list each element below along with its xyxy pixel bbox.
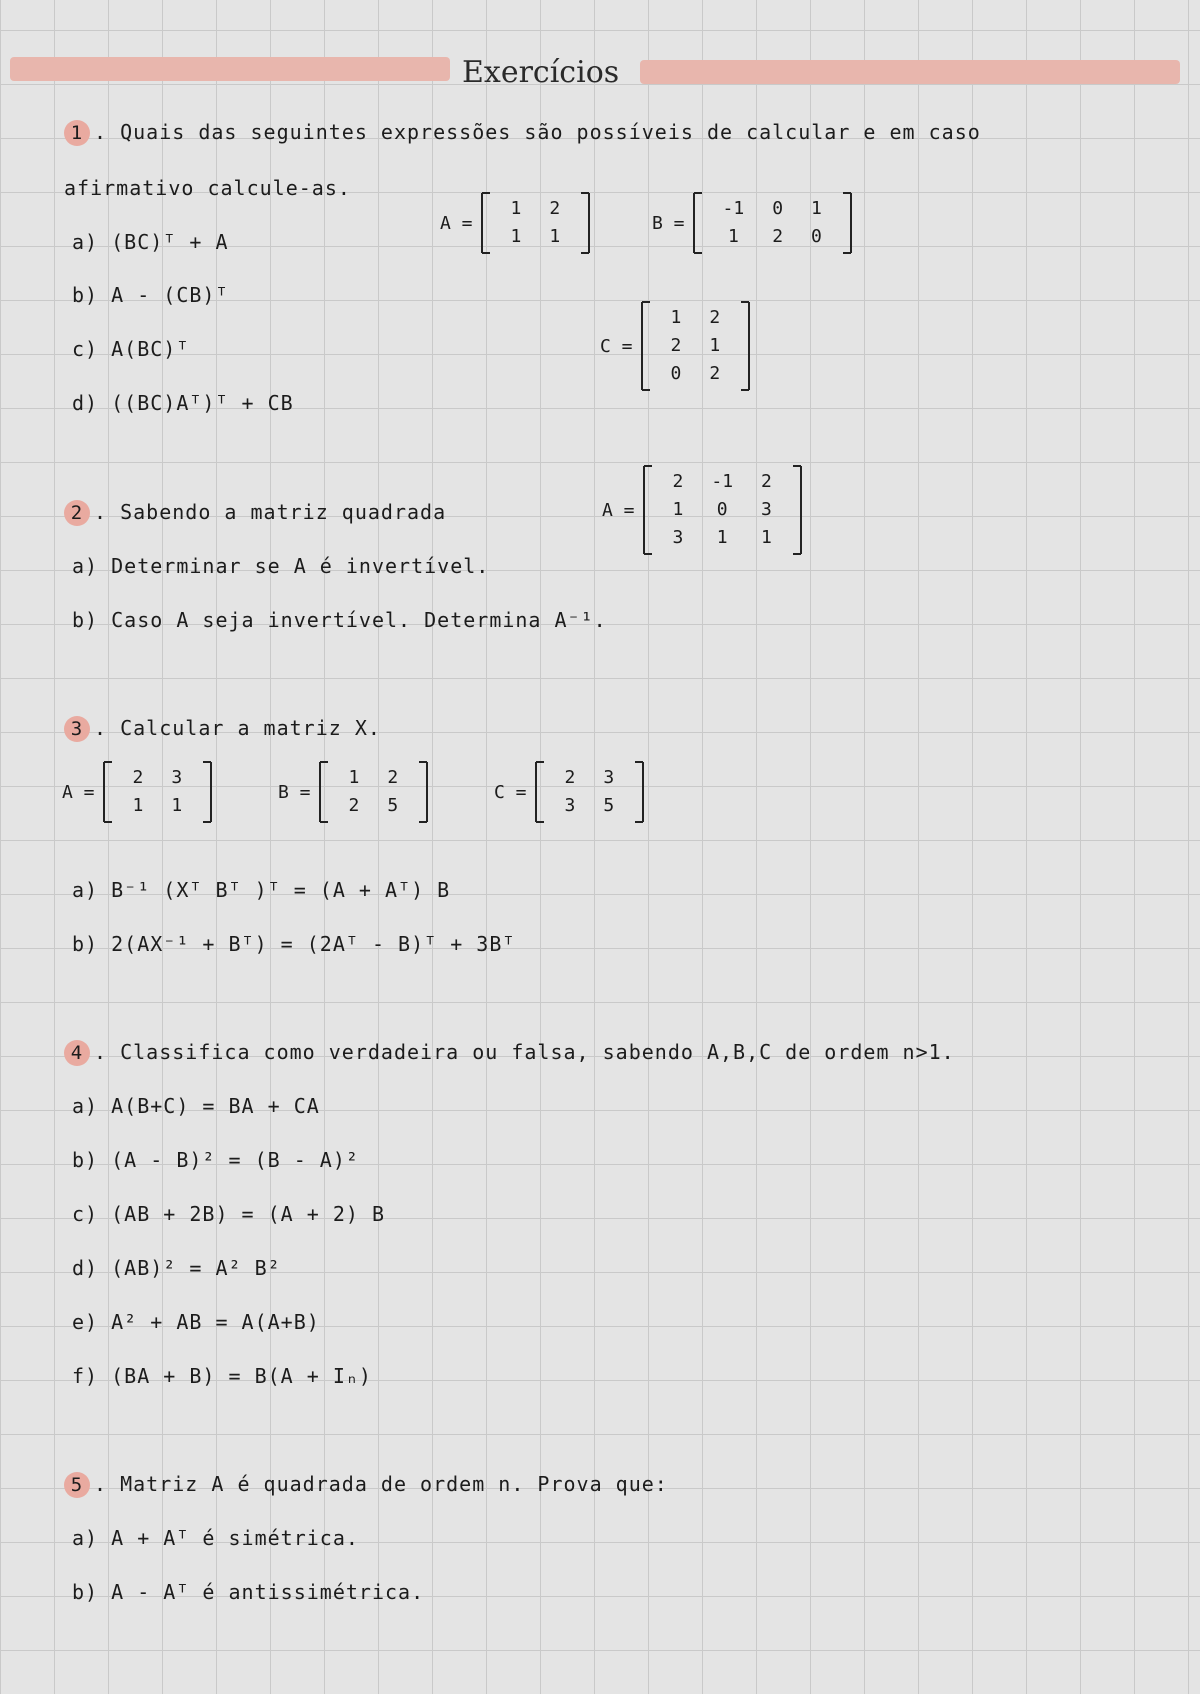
matrix-cell: 2 xyxy=(564,767,576,788)
matrix-cell: 3 xyxy=(564,795,576,816)
exercise-5-item-b: b) A - Aᵀ é antissimétrica. xyxy=(72,1580,425,1604)
exercise-number-badge: 1 xyxy=(64,120,90,146)
exercise-5-item-a: a) A + Aᵀ é simétrica. xyxy=(72,1526,359,1550)
matrix-label: A = xyxy=(602,499,635,521)
matrix-cell: -1 xyxy=(722,198,745,219)
matrix-cell: 1 xyxy=(348,767,360,788)
matrix-brackets xyxy=(103,762,213,822)
matrix-label: A = xyxy=(62,781,95,803)
exercise-4-item-f: f) (BA + B) = B(A + Iₙ) xyxy=(72,1364,372,1388)
page-title: Exercícios xyxy=(462,55,620,90)
matrix-cell: 2 xyxy=(549,198,561,219)
exercise-4-item-b: b) (A - B)² = (B - A)² xyxy=(72,1148,359,1172)
matrix-cell: 1 xyxy=(709,335,721,356)
exercise-3-item-b: b) 2(AX⁻¹ + Bᵀ) = (2Aᵀ - B)ᵀ + 3Bᵀ xyxy=(72,932,516,956)
matrix-cell: 3 xyxy=(672,527,684,548)
matrix-label: C = xyxy=(600,335,633,357)
exercise-4-item-c: c) (AB + 2B) = (A + 2) B xyxy=(72,1202,385,1226)
matrix-cell: 1 xyxy=(727,226,739,247)
matrix-label: B = xyxy=(652,212,685,234)
matrix-cell: 0 xyxy=(670,363,682,384)
matrix-cell: 0 xyxy=(716,499,728,520)
exercise-4-line1: 4 . Classifica como verdadeira ou falsa, sabendo A,B,C de ordem n>1. xyxy=(64,1040,955,1066)
header-band-left xyxy=(10,57,450,81)
e1-matrix-a xyxy=(440,193,590,253)
exercise-2-line1: 2 . Sabendo a matriz quadrada xyxy=(64,500,446,526)
exercise-1-line1: 1 . Quais das seguintes expressões são possíveis de calcular e em caso xyxy=(64,120,981,146)
exercise-2-item-a: a) Determinar se A é invertível. xyxy=(72,554,490,578)
exercise-3-line1: 3 . Calcular a matriz X. xyxy=(64,716,381,742)
exercise-1-text: Quais das seguintes expressões são possíveis de calcular e em caso xyxy=(120,120,981,144)
matrix-label: B = xyxy=(278,781,311,803)
matrix-brackets xyxy=(641,302,751,390)
exercise-5-text: Matriz A é quadrada de ordem n. Prova que: xyxy=(120,1472,668,1496)
exercise-2-text: Sabendo a matriz quadrada xyxy=(120,500,447,524)
matrix-cell: 2 xyxy=(709,363,721,384)
e1-matrix-c xyxy=(600,302,750,390)
matrix-cell: 1 xyxy=(132,795,144,816)
e2-matrix-a xyxy=(602,466,802,554)
exercise-1-item-b: b) A - (CB)ᵀ xyxy=(72,283,229,307)
matrix-cell: 1 xyxy=(549,226,561,247)
matrix-cell: 1 xyxy=(761,527,772,548)
matrix-cell: 2 xyxy=(132,767,144,788)
e3-matrix-b xyxy=(278,762,428,822)
exercise-4-item-a: a) A(B+C) = BA + CA xyxy=(72,1094,320,1118)
matrix-cell: 1 xyxy=(171,795,183,816)
matrix-cell: 1 xyxy=(672,499,684,520)
matrix-cell: 0 xyxy=(811,226,822,247)
matrix-cell: 2 xyxy=(772,226,784,247)
matrix-brackets xyxy=(535,762,645,822)
matrix-cell: 2 xyxy=(672,471,684,492)
matrix-cell: 5 xyxy=(603,795,615,816)
exercise-2-item-b: b) Caso A seja invertível. Determina A⁻¹. xyxy=(72,608,607,632)
matrix-cell: 3 xyxy=(603,767,615,788)
matrix-cell: 2 xyxy=(670,335,682,356)
exercise-number-badge: 5 xyxy=(64,1472,90,1498)
matrix-brackets xyxy=(643,466,802,554)
exercise-1-line2: afirmativo calcule-as. xyxy=(64,176,351,200)
matrix-cell: 1 xyxy=(510,226,522,247)
exercise-4-text: Classifica como verdadeira ou falsa, sabendo A,B,C de ordem n>1. xyxy=(120,1040,955,1064)
matrix-cell: 0 xyxy=(772,198,784,219)
exercise-3-text: Calcular a matriz X. xyxy=(120,716,381,740)
matrix-cell: 3 xyxy=(171,767,183,788)
exercise-4-item-d: d) (AB)² = A² B² xyxy=(72,1256,281,1280)
exercise-number-badge: 2 xyxy=(64,500,90,526)
exercise-1-item-c: c) A(BC)ᵀ xyxy=(72,337,190,361)
e1-matrix-b xyxy=(652,193,852,253)
matrix-cell: 1 xyxy=(670,307,682,328)
matrix-cell: 2 xyxy=(348,795,360,816)
exercise-4-item-e: e) A² + AB = A(A+B) xyxy=(72,1310,320,1334)
e3-matrix-c xyxy=(494,762,644,822)
matrix-cell: 1 xyxy=(716,527,728,548)
matrix-cell: 2 xyxy=(387,767,399,788)
e3-matrix-a xyxy=(62,762,212,822)
matrix-cell: 5 xyxy=(387,795,399,816)
exercise-3-item-a: a) B⁻¹ (Xᵀ Bᵀ )ᵀ = (A + Aᵀ) B xyxy=(72,878,451,902)
exercise-number-badge: 3 xyxy=(64,716,90,742)
matrix-label: C = xyxy=(494,781,527,803)
matrix-cell: 1 xyxy=(811,198,822,219)
exercise-1-item-a: a) (BC)ᵀ + A xyxy=(72,230,229,254)
matrix-cell: 3 xyxy=(761,499,772,520)
header-band-right xyxy=(640,60,1180,84)
matrix-cell: 2 xyxy=(709,307,721,328)
matrix-brackets xyxy=(481,193,591,253)
matrix-label: A = xyxy=(440,212,473,234)
matrix-brackets xyxy=(319,762,429,822)
matrix-cell: 1 xyxy=(510,198,522,219)
matrix-cell: -1 xyxy=(711,471,734,492)
exercise-number-badge: 4 xyxy=(64,1040,90,1066)
matrix-brackets xyxy=(693,193,852,253)
exercise-1-item-d: d) ((BC)Aᵀ)ᵀ + CB xyxy=(72,391,294,415)
exercise-5-line1: 5 . Matriz A é quadrada de ordem n. Prova que: xyxy=(64,1472,668,1498)
matrix-cell: 2 xyxy=(761,471,772,492)
